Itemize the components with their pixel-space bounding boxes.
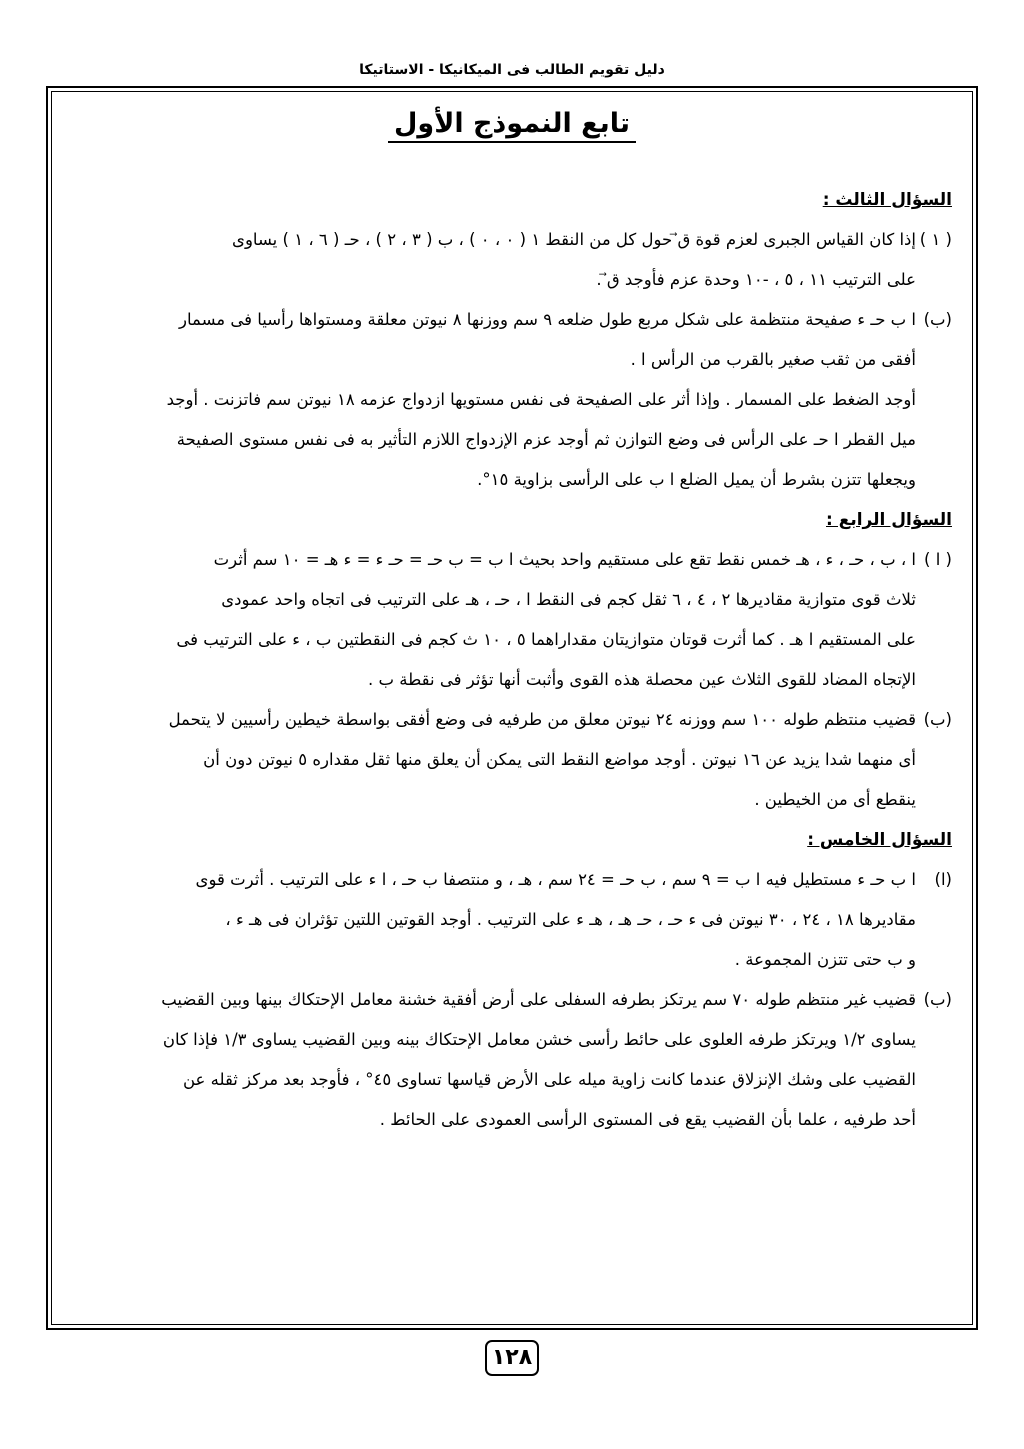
part-label: (ب) bbox=[923, 310, 952, 329]
question-4-heading: السؤال الرابع : bbox=[826, 510, 952, 530]
part-body bbox=[72, 980, 916, 1140]
question-5-part-a bbox=[72, 860, 952, 980]
part-body bbox=[72, 300, 916, 500]
page-title-text: تابع النموذج الأول bbox=[388, 108, 636, 143]
text-line: ينقطع أى من الخيطين . bbox=[754, 790, 916, 809]
text-line: ا ب حـ ء صفيحة منتظمة على شكل مربع طول ضلعه ٩ سم ووزنها ٨ نيوتن معلقة ومستواها رأسيا فى مسمار bbox=[179, 310, 916, 329]
text-line: ا ب حـ ء مستطيل فيه ا ب = ٩ سم ، ب حـ = ٢٤ سم ، هـ ، و منتصفا ب حـ ، ا ء على الترتيب . أثرت قوى bbox=[195, 870, 916, 889]
text-line: ثلاث قوى متوازية مقاديرها ٢ ، ٤ ، ٦ ثقل كجم فى النقط ا ، حـ ، هـ على الترتيب فى اتجاه واحد عمودى bbox=[221, 590, 916, 609]
part-label: (ب) bbox=[923, 990, 952, 1009]
text-line: على الترتيب ١١ ، ٥ ، -١٠ وحدة عزم فأوجد ق⃗ . bbox=[596, 270, 916, 289]
question-3-part-b bbox=[72, 300, 952, 500]
question-3-part-a bbox=[72, 220, 952, 300]
text-line: ا ، ب ، حـ ، ء ، هـ خمس نقط تقع على مستقيم واحد بحيث ا ب = ب حـ = حـ ء = ء هـ = ١٠ سم أثرت bbox=[213, 550, 916, 569]
text-line: على المستقيم ا هـ . كما أثرت قوتان متوازيتان مقداراهما ٥ ، ١٠ ث كجم فى النقطتين ب ، ء على الترتيب فى bbox=[176, 630, 916, 649]
question-5-heading: السؤال الخامس : bbox=[807, 830, 952, 850]
text-line: ويجعلها تتزن بشرط أن يميل الضلع ا ب على الرأسى بزاوية ١٥°. bbox=[477, 470, 916, 489]
question-5-part-b bbox=[72, 980, 952, 1140]
page-number: ١٢٨ bbox=[485, 1340, 539, 1376]
text-line: مقاديرها ١٨ ، ٢٤ ، ٣٠ نيوتن فى ء حـ ، حـ هـ ، هـ ء على الترتيب . أوجد القوتين اللتين تؤثران فى هـ ء ، bbox=[225, 910, 916, 929]
part-label: (ا) bbox=[934, 870, 952, 889]
running-header: دليل تقويم الطالب فى الميكانيكا - الاستاتيكا bbox=[359, 62, 665, 78]
text-line: ميل القطر ا حـ على الرأس فى وضع التوازن ثم أوجد عزم الإزدواج اللازم التأثير به فى نفس مستوى الصفيحة bbox=[176, 430, 916, 449]
text-line: قضيب منتظم طوله ١٠٠ سم ووزنه ٢٤ نيوتن معلق من طرفيه فى وضع أفقى بواسطة خيطين رأسيين لا يتحمل bbox=[168, 710, 916, 729]
text-line: أفقى من ثقب صغير بالقرب من الرأس ا . bbox=[630, 350, 916, 369]
text-line: الإتجاه المضاد للقوى الثلاث عين محصلة هذه القوى وأثبت أنها تؤثر فى نقطة ب . bbox=[368, 670, 916, 689]
part-body bbox=[72, 860, 916, 980]
text-line: القضيب على وشك الإنزلاق عندما كانت زاوية ميله على الأرض قياسها تساوى ٤٥° ، فأوجد بعد مركز ثقله عن bbox=[182, 1070, 916, 1089]
text-line: أحد طرفيه ، علما بأن القضيب يقع فى المستوى الرأسى العمودى على الحائط . bbox=[379, 1110, 916, 1129]
text-line: إذا كان القياس الجبرى لعزم قوة ق⃗ حول كل من النقط ١ ( ٠ ، ٠ ) ، ب ( ٣ ، ٢ ) ، حـ ( ٦ ، ١ ) يساوى bbox=[232, 230, 916, 249]
part-body bbox=[72, 540, 916, 700]
text-line: قضيب غير منتظم طوله ٧٠ سم يرتكز بطرفه السفلى على أرض أفقية خشنة معامل الإحتكاك بينها وبين القضيب bbox=[161, 990, 916, 1009]
part-label: ( ١ ) bbox=[919, 230, 952, 249]
text-line: أى منهما شدا يزيد عن ١٦ نيوتن . أوجد مواضع النقط التى يمكن أن يعلق منها ثقل مقداره ٥ نيوتن دون أن bbox=[203, 750, 916, 769]
text-line: يساوى ١/٢ ويرتكز طرفه العلوى على حائط رأسى خشن معامل الإحتكاك بينه وبين القضيب يساوى ١/٣ فإذا كان bbox=[162, 1030, 916, 1049]
part-body bbox=[72, 220, 916, 300]
question-4-part-b bbox=[72, 700, 952, 820]
exam-content bbox=[72, 180, 952, 1140]
part-label: (ب) bbox=[923, 710, 952, 729]
page-title bbox=[0, 108, 1024, 139]
text-line: أوجد الضغط على المسمار . وإذا أثر على الصفيحة فى نفس مستويها ازدواج عزمه ١٨ نيوتن سم فاتزنت . أوجد bbox=[166, 390, 916, 409]
part-body bbox=[72, 700, 916, 820]
part-label: ( ا ) bbox=[924, 550, 952, 569]
question-4-part-a bbox=[72, 540, 952, 700]
text-line: و ب حتى تتزن المجموعة . bbox=[734, 950, 916, 969]
question-3-heading: السؤال الثالث : bbox=[822, 190, 952, 210]
